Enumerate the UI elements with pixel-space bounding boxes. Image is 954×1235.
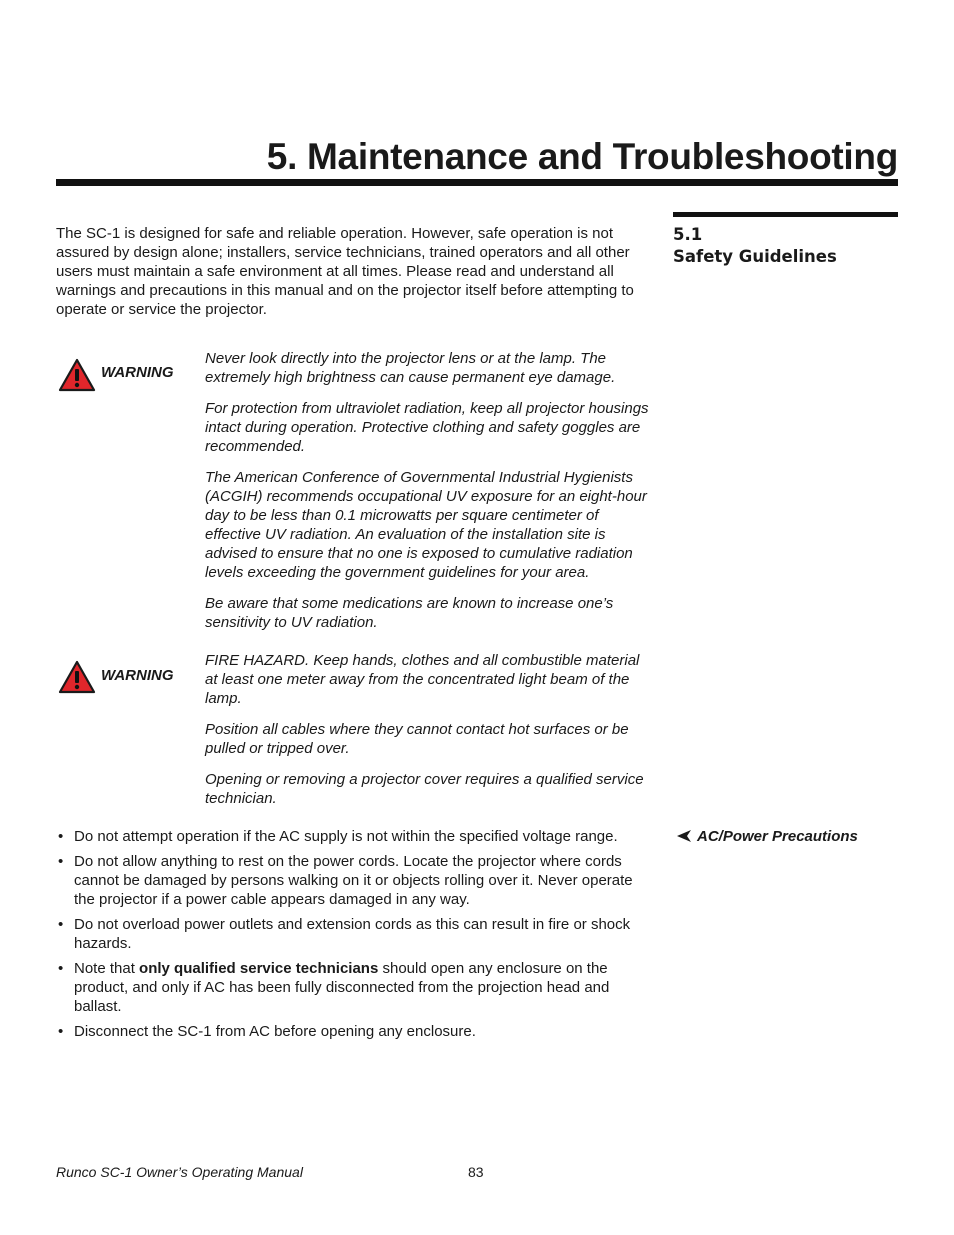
arrow-left-icon	[677, 830, 691, 842]
ac-precautions-heading-text: AC/Power Precautions	[697, 828, 858, 845]
warning-text	[205, 651, 655, 820]
page-number: 83	[468, 1164, 484, 1180]
section-number: 5.1	[673, 225, 703, 244]
warning-paragraph: The American Conference of Governmental Industrial Hygienists (ACGIH) recommends occupational UV exposure for an eight-hour day to be less than 0.1 microwatts per square centimeter of effective UV radiation. An evaluation of the installation site is advised to ensure that no one is exposed to cumulative radiation levels exceeding the government guidelines for your area.	[205, 469, 647, 581]
warning-paragraph: Opening or removing a projector cover requires a qualified service technician.	[205, 771, 644, 807]
warning-paragraph: For protection from ultraviolet radiation, keep all projector housings intact during operation. Protective clothing and safety goggles are recommended.	[205, 400, 649, 455]
section-title: Safety Guidelines	[673, 247, 837, 266]
section-rule	[673, 212, 898, 217]
warning-triangle-icon	[58, 660, 96, 694]
footer-manual-title: Runco SC-1 Owner’s Operating Manual	[56, 1164, 303, 1180]
list-item: • Do not attempt operation if the AC supply is not within the specified voltage range.	[56, 827, 656, 846]
list-item-emphasis: only qualified service technicians	[139, 960, 379, 977]
warning-paragraph: Be aware that some medications are known to increase one’s sensitivity to UV radiation.	[205, 595, 614, 631]
warning-paragraph: FIRE HAZARD. Keep hands, clothes and all combustible material at least one meter away from the concentrated light beam of the lamp.	[205, 652, 640, 707]
list-item-text: Note that	[74, 960, 140, 977]
list-item-text: should open any enclosure on the product, and only if AC has been fully disconnected from the projection head and ballast.	[74, 960, 610, 1015]
ac-precautions-list	[56, 827, 656, 1047]
chapter-title: 5. Maintenance and Troubleshooting	[266, 136, 898, 177]
list-item: • Disconnect the SC-1 from AC before opening any enclosure.	[56, 1022, 656, 1041]
list-item: • Do not allow anything to rest on the power cords. Locate the projector where cords cannot be damaged by persons walking on it or objects rolling over it. Never operate the projector if a power cable appears damaged in any way.	[56, 852, 656, 909]
list-item	[56, 959, 656, 1016]
warning-paragraph: Position all cables where they cannot contact hot surfaces or be pulled or tripped over.	[205, 721, 629, 757]
section-heading	[673, 224, 898, 268]
warning-paragraph: Never look directly into the projector lens or at the lamp. The extremely high brightness can cause permanent eye damage.	[205, 350, 616, 386]
warning-text	[205, 349, 655, 644]
ac-precautions-heading	[677, 827, 858, 846]
intro-paragraph: The SC-1 is designed for safe and reliable operation. However, safe operation is not assured by design alone; installers, service technicians, trained operators and all other users must maintain a safe environment at all times. Please read and understand all warnings and precautions in this manual and on the projector itself before attempting to operate or service the projector.	[56, 225, 634, 318]
chapter-rule	[56, 179, 898, 186]
warning-label: WARNING	[101, 364, 174, 381]
warning-triangle-icon	[58, 358, 96, 392]
list-item: • Do not overload power outlets and extension cords as this can result in fire or shock hazards.	[56, 915, 656, 953]
warning-label: WARNING	[101, 667, 174, 684]
